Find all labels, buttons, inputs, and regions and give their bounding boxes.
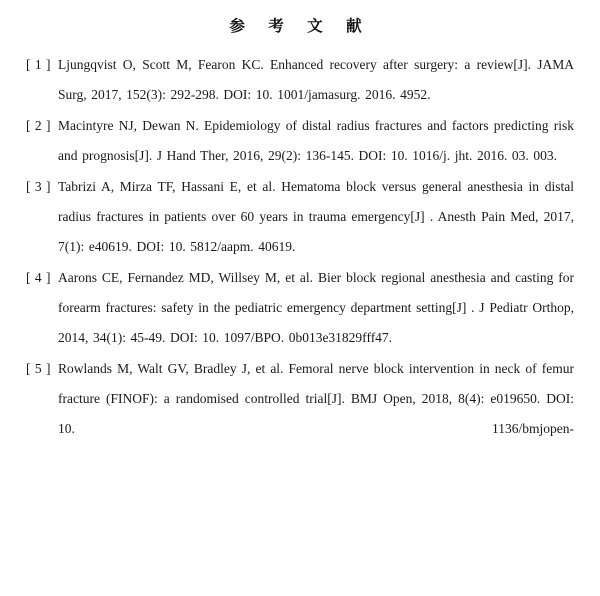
page-title: 参 考 文 献 bbox=[229, 17, 371, 35]
list-item bbox=[26, 263, 574, 353]
reference-list bbox=[26, 50, 574, 444]
list-item bbox=[26, 50, 574, 110]
reference-marker: [ 3 ] bbox=[26, 179, 51, 194]
list-item bbox=[26, 111, 574, 171]
reference-text: Tabrizi A, Mirza TF, Hassani E, et al. Hematoma block versus general anesthesia in distal radius fractures in patients over 60 years in trauma emergency[J] . Anesth Pain Med, 2017, 7(1): e40619. DOI: 10. 5812/aapm. 40619. bbox=[58, 179, 574, 254]
reference-text: Macintyre NJ, Dewan N. Epidemiology of distal radius fractures and factors predicting risk and prognosis[J]. J Hand Ther, 2016, 29(2): 136-145. DOI: 10. 1016/j. jht. 2016. 03. 003. bbox=[58, 118, 574, 163]
reference-marker: [ 2 ] bbox=[26, 118, 51, 133]
reference-marker: [ 4 ] bbox=[26, 270, 51, 285]
list-item bbox=[26, 172, 574, 262]
list-item bbox=[26, 354, 574, 444]
reference-text: Rowlands M, Walt GV, Bradley J, et al. Femoral nerve block intervention in neck of femur fracture (FINOF): a randomised controlled trial[J]. BMJ Open, 2018, 8(4): e019650. DOI: 10. 1136/bmjopen- bbox=[58, 361, 574, 436]
reference-marker: [ 1 ] bbox=[26, 57, 51, 72]
reference-text: Ljungqvist O, Scott M, Fearon KC. Enhanced recovery after surgery: a review[J]. JAMA Surg, 2017, 152(3): 292-298. DOI: 10. 1001/jamasurg. 2016. 4952. bbox=[58, 57, 574, 102]
reference-marker: [ 5 ] bbox=[26, 361, 51, 376]
reference-text: Aarons CE, Fernandez MD, Willsey M, et al. Bier block regional anesthesia and casting for forearm fractures: safety in the pediatric emergency department setting[J] . J Pediatr Orthop, 2014, 34(1): 45-49. DOI: 10. 1097/BPO. 0b013e31829fff47. bbox=[58, 270, 574, 345]
